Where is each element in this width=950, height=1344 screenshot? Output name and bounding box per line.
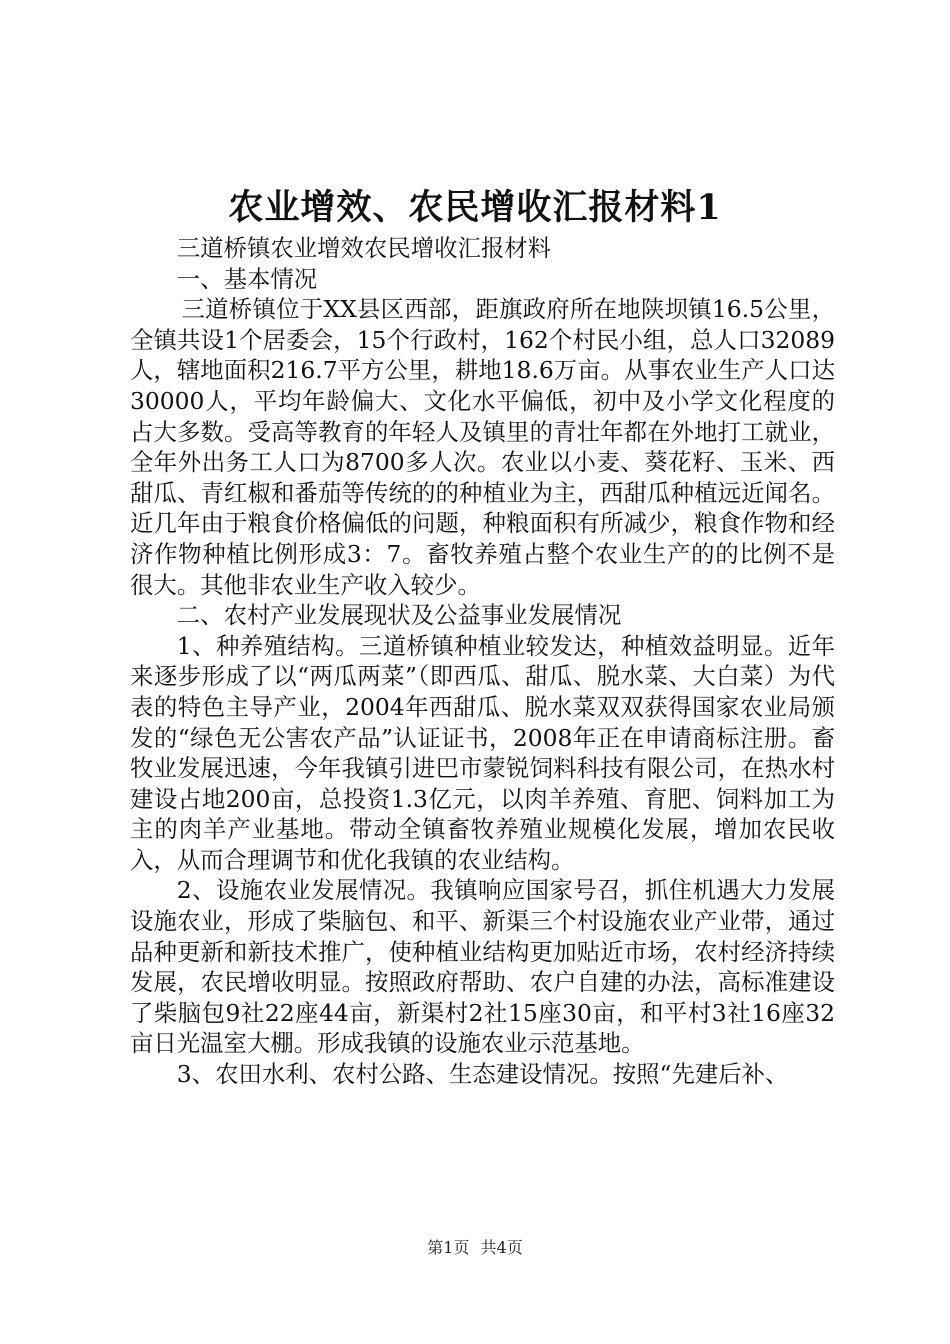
paragraph-facility-agriculture: 2、设施农业发展情况。我镇响应国家号召，抓住机遇大力发展设施农业，形成了柴脑包、和平、新渠三个村设施农业产业带，通过品种更新和新技术推广，使种植业结构更加贴近市场，农村经济持续发展，农民增收明显。按照政府帮助、农户自建的办法，高标准建设了柴脑包9社22座44亩，新渠村2社15座30亩，和平村3社16座32亩日光温室大棚。形成我镇的设施农业示范基地。 <box>130 876 835 1058</box>
paragraph-planting-structure: 1、种养殖结构。三道桥镇种植业较发达，种植效益明显。近年来逐步形成了以“两瓜两菜”（即西瓜、甜瓜、脱水菜、大白菜）为代表的特色主导产业，2004年西甜瓜、脱水菜双双获得国家农业局颁发的“绿色无公害农产品”认证证书，2008年正在申请商标注册。畜牧业发展迅速，今年我镇引进巴市蒙锐饲料科技有限公司，在热水村建设占地200亩，总投资1.3亿元，以肉羊养殖、育肥、饲料加工为主的肉羊产业基地。带动全镇畜牧养殖业规模化发展，增加农民收入，从而合理调节和优化我镇的农业结构。 <box>130 631 835 874</box>
paragraph-subtitle: 三道桥镇农业增效农民增收汇报材料 <box>176 234 552 262</box>
page-footer <box>0 1236 950 1260</box>
paragraph-section-2-heading: 二、农村产业发展现状及公益事业发展情况 <box>176 601 622 630</box>
paragraph-section-1-heading: 一、基本情况 <box>176 264 318 293</box>
document-title: 农业增效、农民增收汇报材料1 <box>228 187 722 228</box>
page-total: 共4页 <box>480 1238 523 1257</box>
document-body <box>130 233 835 1090</box>
paragraph-basic-situation: 三道桥镇位于XX县区西部，距旗政府所在地陕坝镇16.5公里，全镇共设1个居委会，15个行政村，162个村民小组，总人口32089人，辖地面积216.7平方公里，耕地18.6万亩。从事农业生产人口达30000人，平均年龄偏大、文化水平偏低，初中及小学文化程度的占大多数。受高等教育的年轻人及镇里的青壮年都在外地打工就业，全年外出务工人口为8700多人次。农业以小麦、葵花籽、玉米、西甜瓜、青红椒和番茄等传统的的种植业为主，西甜瓜种植远近闻名。近几年由于粮食价格偏低的问题，种粮面积有所减少，粮食作物和经济作物种植比例形成3：7。畜牧养殖占整个农业生产的的比例不是很大。其他非农业生产收入较少。 <box>130 295 835 599</box>
paragraph-irrigation-roads: 3、农田水利、农村公路、生态建设情况。按照“先建后补、 <box>176 1060 789 1089</box>
page-number: 第1页 <box>427 1238 470 1257</box>
